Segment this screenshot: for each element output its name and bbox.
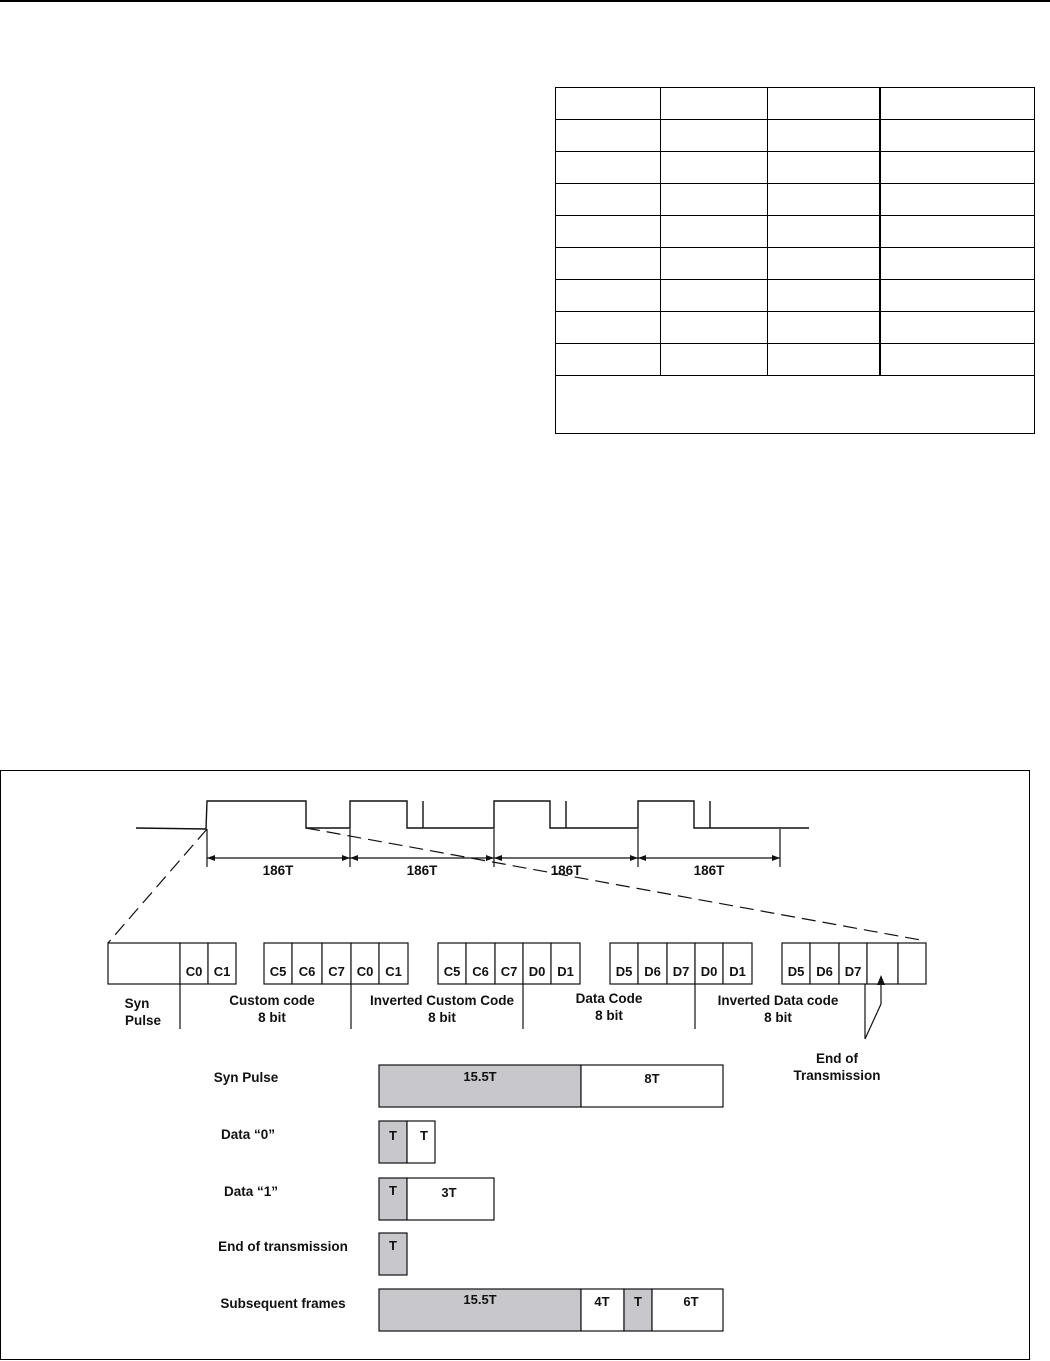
zoom-guides	[108, 828, 926, 943]
period-markers	[207, 829, 780, 867]
table-cell	[768, 184, 880, 216]
legend-syn-pulse-seg1: 15.5T	[463, 1069, 497, 1084]
legend-data0-label: Data “0”	[220, 1127, 276, 1142]
custom-code-bits: 8 bit	[258, 1010, 286, 1025]
table-cell	[768, 120, 880, 152]
data-code-label: Data Code	[575, 991, 643, 1006]
inverted-custom-code-bits: 8 bit	[428, 1010, 456, 1025]
frame-cell-label: D6	[644, 964, 661, 979]
frame-cell-label: C6	[298, 964, 316, 979]
table-cell	[768, 88, 880, 120]
table-note-row	[556, 376, 1035, 434]
table-cell	[556, 248, 661, 280]
table-cell	[556, 120, 661, 152]
frame-cell-label: C1	[385, 964, 402, 979]
table-cell	[661, 216, 768, 248]
frame-cells	[108, 943, 926, 984]
inverted-data-code-label: Inverted Data code	[717, 993, 839, 1008]
table-cell	[556, 88, 661, 120]
table-cell	[556, 216, 661, 248]
period-label-4: 186T	[693, 863, 725, 878]
frame-cell-label: C6	[472, 964, 489, 979]
frame-cell-label: D5	[615, 964, 633, 979]
table-cell	[556, 344, 661, 376]
period-label-3: 186T	[550, 863, 582, 878]
frame-cell-syn	[108, 943, 180, 984]
legend-subsequent-seg1: 15.5T	[463, 1292, 497, 1307]
table-row	[556, 216, 1035, 248]
table-cell	[556, 280, 661, 312]
frame-cell-label: C0	[185, 964, 203, 979]
table-cell	[768, 248, 880, 280]
top-rule	[0, 0, 1050, 2]
table-cell	[661, 312, 768, 344]
table-cell	[880, 344, 1035, 376]
syn-pulse-label: Syn	[124, 996, 150, 1011]
table-cell	[880, 216, 1035, 248]
table-cell	[880, 88, 1035, 120]
table-cell	[880, 152, 1035, 184]
table-cell	[556, 152, 661, 184]
frame-cell-label: C5	[443, 964, 461, 979]
table-cell	[880, 312, 1035, 344]
legend-data1-label: Data “1”	[223, 1184, 279, 1199]
table-note	[556, 376, 1035, 434]
table-cell	[661, 248, 768, 280]
table-cell	[661, 280, 768, 312]
table-cell	[661, 184, 768, 216]
table-row	[556, 88, 1035, 120]
period-label-2: 186T	[406, 863, 438, 878]
frame-cell-inverted-data	[898, 943, 926, 984]
legend-data0-seg1: T	[389, 1128, 397, 1143]
frame-cell-label: C7	[500, 964, 518, 979]
legend-data1-seg2: 3T	[441, 1185, 457, 1200]
table-row	[556, 184, 1035, 216]
timing-diagram	[0, 770, 1030, 1360]
legend-subsequent-seg3: T	[634, 1294, 642, 1309]
table-row	[556, 312, 1035, 344]
table-cell	[661, 152, 768, 184]
table-row	[556, 120, 1035, 152]
table-cell	[768, 152, 880, 184]
spec-table	[555, 87, 1035, 434]
frame-cell-label: C0	[356, 964, 374, 979]
legend-eot-seg1: T	[389, 1238, 397, 1253]
table-cell	[768, 344, 880, 376]
end-of-transmission-arrow	[865, 981, 881, 1039]
frame-cell-label: C5	[269, 964, 287, 979]
frame-cell-label: D7	[672, 964, 690, 979]
table-cell	[768, 216, 880, 248]
legend-eot-label: End of transmission	[218, 1239, 348, 1254]
table-cell	[661, 120, 768, 152]
syn-pulse-label-2: Pulse	[124, 1013, 162, 1028]
frame-cell-label: D7	[844, 964, 862, 979]
frame-cell-label: C1	[213, 964, 231, 979]
timing-diagram-svg	[1, 771, 1031, 1361]
frame-cell-label: D1	[729, 964, 746, 979]
table-row	[556, 344, 1035, 376]
legend-syn-pulse-label: Syn Pulse	[213, 1070, 279, 1085]
table-row	[556, 280, 1035, 312]
table-cell	[880, 248, 1035, 280]
frame-cell-inverted-data	[867, 943, 898, 984]
table-cell	[880, 184, 1035, 216]
frame-cell-label: D0	[700, 964, 718, 979]
table-cell	[556, 312, 661, 344]
eot-label: End of	[816, 1051, 858, 1066]
period-label-1: 186T	[262, 863, 294, 878]
table-cell	[661, 88, 768, 120]
table-row	[556, 152, 1035, 184]
legend-data0-seg2: T	[420, 1128, 428, 1143]
table-cell	[880, 280, 1035, 312]
inverted-custom-code-label: Inverted Custom Code	[369, 993, 515, 1008]
frame-cell-label: C7	[328, 964, 345, 979]
legend-subsequent-seg2: 4T	[594, 1294, 610, 1309]
frame-cell-label: D6	[816, 964, 833, 979]
custom-code-label: Custom code	[229, 993, 315, 1008]
inverted-data-code-bits: 8 bit	[764, 1010, 792, 1025]
table-cell	[768, 312, 880, 344]
table-cell	[661, 344, 768, 376]
table-row	[556, 248, 1035, 280]
frame-cell-label: D0	[528, 964, 546, 979]
table-cell	[880, 120, 1035, 152]
legend-syn-pulse-seg2: 8T	[644, 1071, 660, 1086]
waveform	[136, 801, 809, 829]
waveform-line	[136, 801, 809, 829]
legend-data1-seg1: T	[389, 1183, 397, 1198]
frame-cell-label: D1	[557, 964, 574, 979]
legend-subsequent-label: Subsequent frames	[220, 1296, 346, 1311]
eot-label-2: Transmission	[793, 1068, 881, 1083]
legend-subsequent-seg4: 6T	[683, 1294, 699, 1309]
table-cell	[768, 280, 880, 312]
data-code-bits: 8 bit	[595, 1008, 623, 1023]
frame-cell-label: D5	[787, 964, 805, 979]
table-cell	[556, 184, 661, 216]
